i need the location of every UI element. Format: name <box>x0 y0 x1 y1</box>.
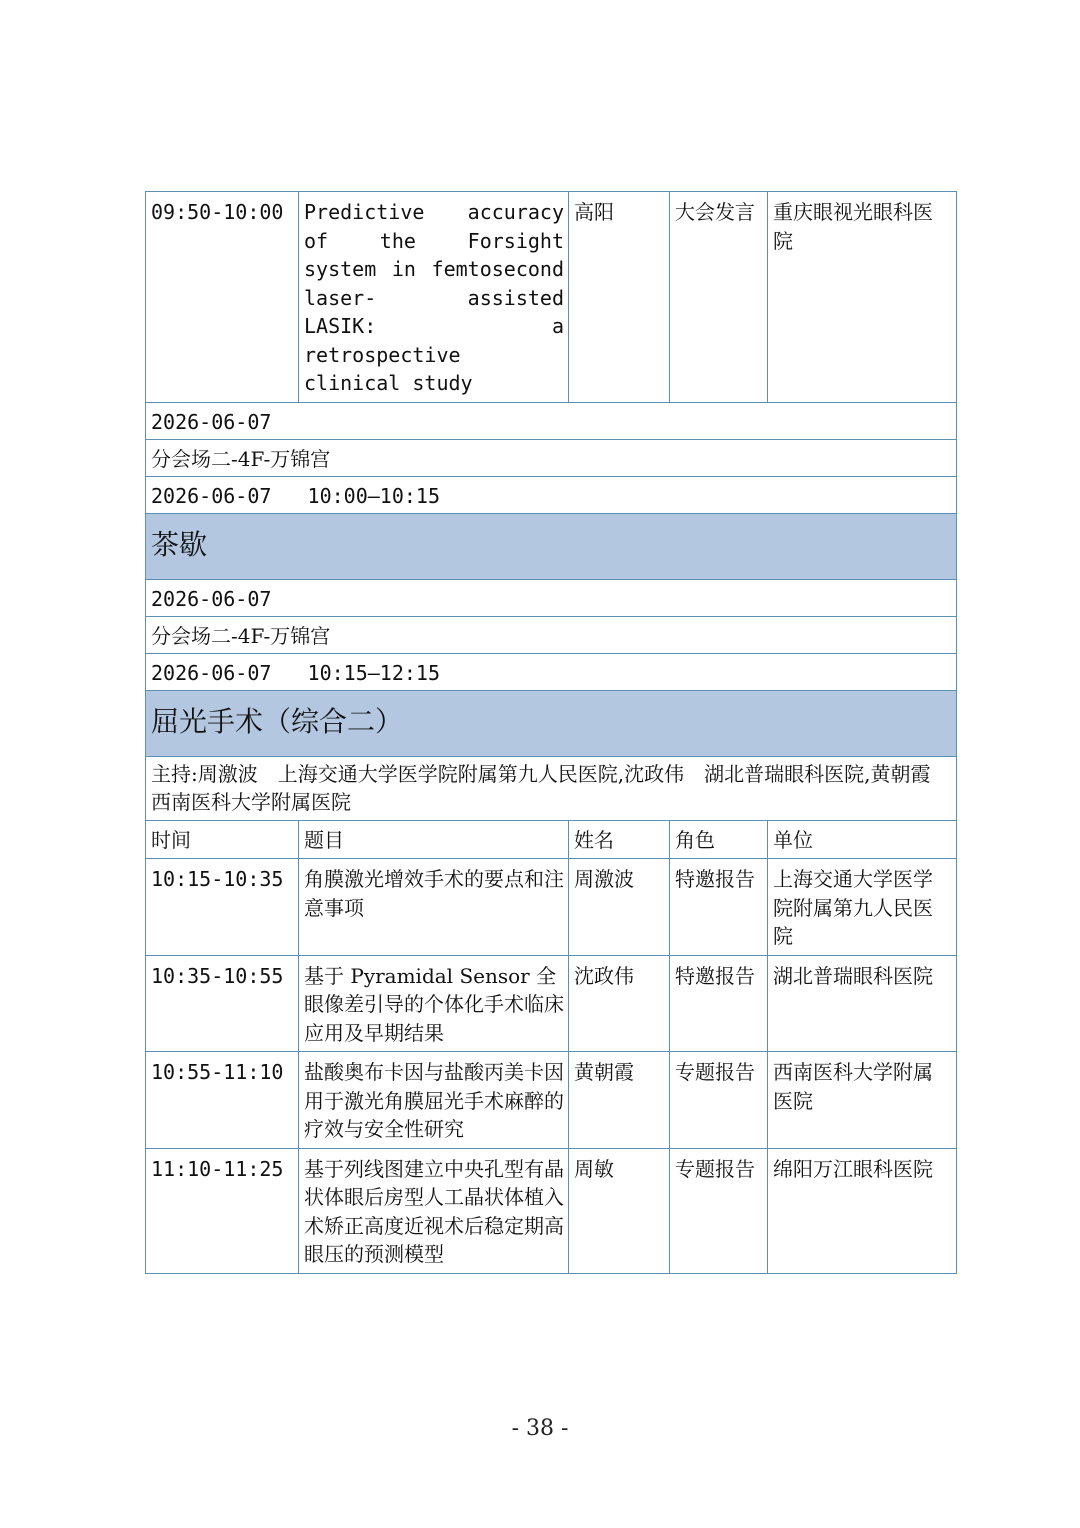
talk-row <box>146 955 957 1052</box>
speaker-unit: 西南医科大学附属医院 <box>768 1052 957 1149</box>
talk-time: 10:55-11:10 <box>146 1052 299 1149</box>
page-number: - 38 - <box>511 1416 569 1441</box>
session-header-row <box>146 513 957 579</box>
speaker-name: 高阳 <box>569 192 670 403</box>
speaker-name: 黄朝霞 <box>569 1052 670 1149</box>
talk-time: 11:10-11:25 <box>146 1148 299 1273</box>
talk-time: 09:50-10:00 <box>146 192 299 403</box>
talk-title: 基于 Pyramidal Sensor 全眼像差引导的个体化手术临床应用及早期结果 <box>299 955 569 1052</box>
talk-title: 基于列线图建立中央孔型有晶状体眼后房型人工晶状体植入术矫正高度近视术后稳定期高眼压的预测模型 <box>299 1148 569 1273</box>
date-row <box>146 402 957 439</box>
talk-title: Predictive accuracy of the Forsight system in femtosecond laser- assisted LASIK: a retrospective clinical study <box>299 192 569 403</box>
speaker-unit: 绵阳万江眼科医院 <box>768 1148 957 1273</box>
venue-row <box>146 439 957 476</box>
speaker-name: 周激波 <box>569 859 670 956</box>
speaker-unit: 上海交通大学医学院附属第九人民医院 <box>768 859 957 956</box>
session-title: 屈光手术（综合二） <box>146 690 957 756</box>
speaker-unit: 重庆眼视光眼科医院 <box>768 192 957 403</box>
session-venue: 分会场二-4F-万锦宫 <box>146 439 957 476</box>
session-moderators: 主持:周激波 上海交通大学医学院附属第九人民医院,沈政伟 湖北普瑞眼科医院,黄朝霞 西南医科大学附属医院 <box>146 756 957 820</box>
talk-time: 10:15-10:35 <box>146 859 299 956</box>
column-header-unit: 单位 <box>768 820 957 859</box>
datetime-row <box>146 476 957 513</box>
talk-time: 10:35-10:55 <box>146 955 299 1052</box>
speaker-name: 周敏 <box>569 1148 670 1273</box>
talk-title: 盐酸奥布卡因与盐酸丙美卡因用于激光角膜屈光手术麻醉的疗效与安全性研究 <box>299 1052 569 1149</box>
speaker-role: 特邀报告 <box>670 955 768 1052</box>
speaker-role: 特邀报告 <box>670 859 768 956</box>
talk-row <box>146 192 957 403</box>
column-header-title: 题目 <box>299 820 569 859</box>
session-datetime: 2026-06-07 10:15—12:15 <box>146 653 957 690</box>
column-header-role: 角色 <box>670 820 768 859</box>
session-title: 茶歇 <box>146 513 957 579</box>
venue-row <box>146 616 957 653</box>
moderators-row <box>146 756 957 820</box>
session-date: 2026-06-07 <box>146 402 957 439</box>
speaker-role: 大会发言 <box>670 192 768 403</box>
speaker-unit: 湖北普瑞眼科医院 <box>768 955 957 1052</box>
talk-row <box>146 859 957 956</box>
date-row <box>146 579 957 616</box>
speaker-role: 专题报告 <box>670 1148 768 1273</box>
session-date: 2026-06-07 <box>146 579 957 616</box>
speaker-role: 专题报告 <box>670 1052 768 1149</box>
session-header-row <box>146 690 957 756</box>
column-header-name: 姓名 <box>569 820 670 859</box>
talk-row <box>146 1148 957 1273</box>
speaker-name: 沈政伟 <box>569 955 670 1052</box>
talk-row <box>146 1052 957 1149</box>
schedule-table <box>145 191 957 1274</box>
column-header-row <box>146 820 957 859</box>
talk-title: 角膜激光增效手术的要点和注意事项 <box>299 859 569 956</box>
session-datetime: 2026-06-07 10:00—10:15 <box>146 476 957 513</box>
session-venue: 分会场二-4F-万锦宫 <box>146 616 957 653</box>
column-header-time: 时间 <box>146 820 299 859</box>
datetime-row <box>146 653 957 690</box>
